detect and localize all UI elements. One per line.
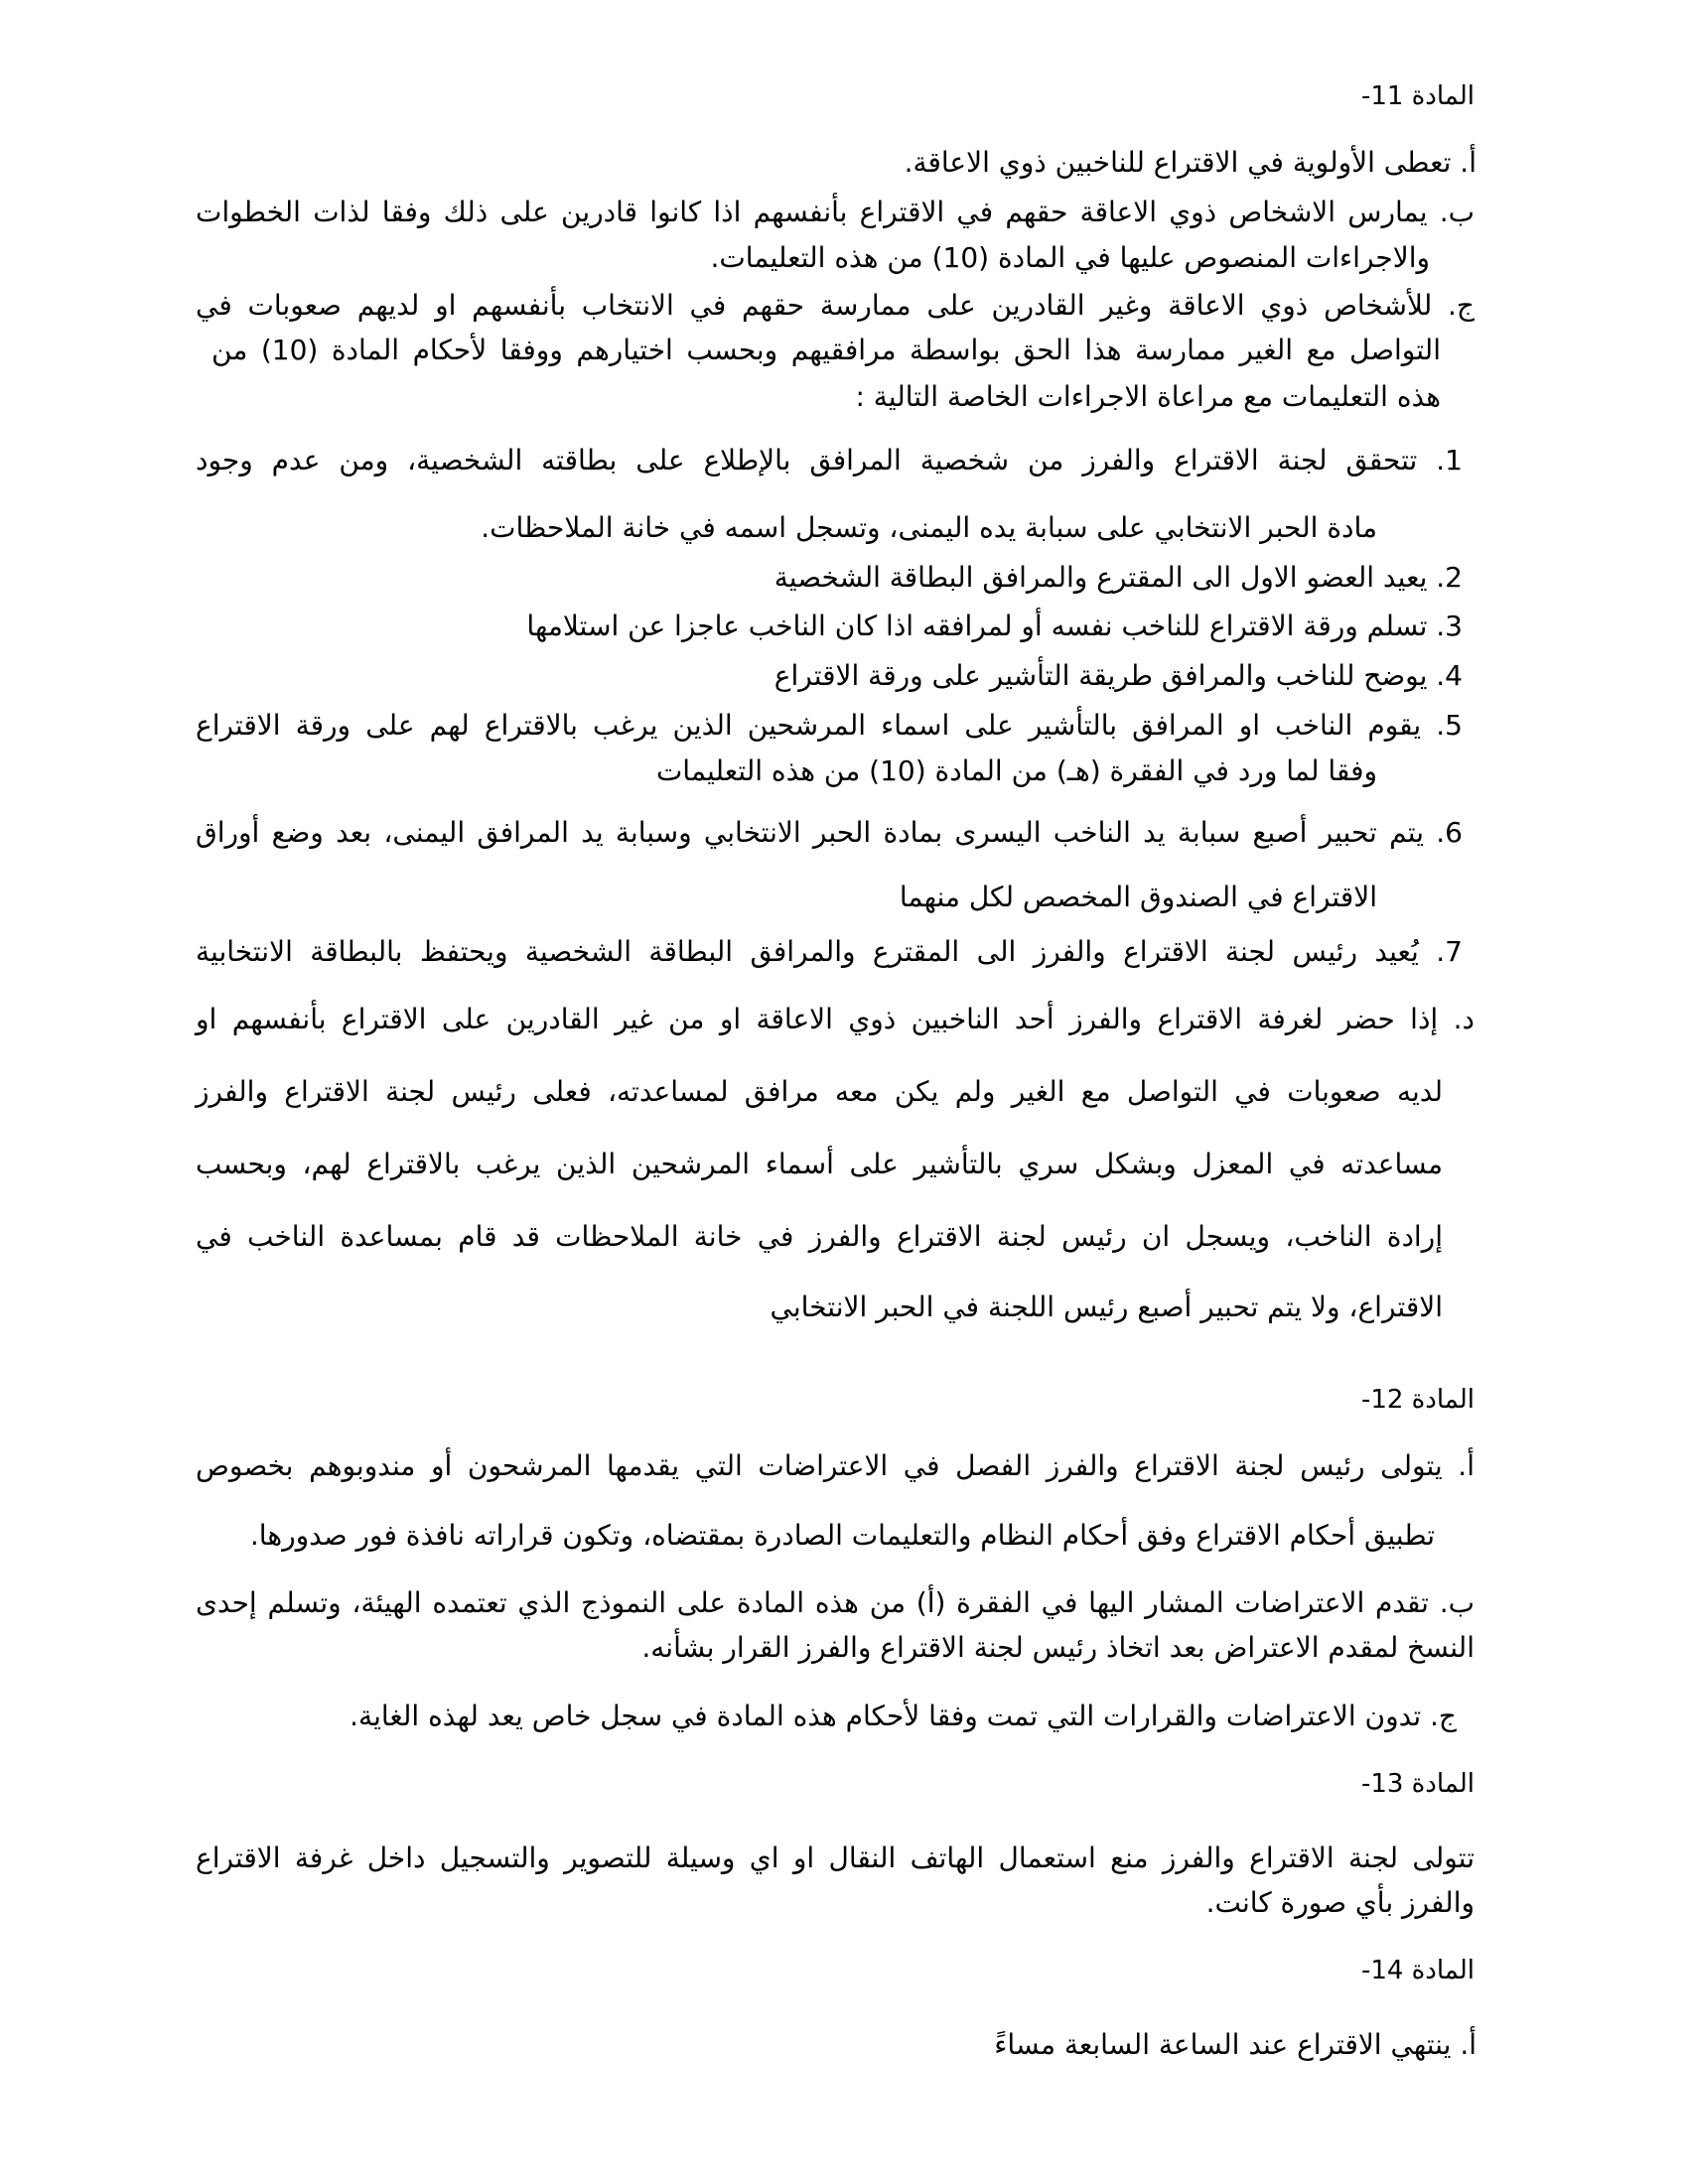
article-11-item-1-line2: مادة الحبر الانتخابي على سبابة يده اليمنى، وتسجل اسمه في خانة الملاحظات.: [481, 511, 1377, 544]
article-13-line2: والفرز بأي صورة كانت.: [1205, 1886, 1475, 1919]
article-12-heading: المادة 12-: [1360, 1385, 1475, 1415]
article-12-clause-a-line1: أ. يتولى رئيس لجنة الاقتراع والفرز الفصل في الاعتراضات التي يقدمها المرشحون أو مندوبوهم بخصوص: [196, 1449, 1475, 1482]
article-11-clause-b-line1: ب. يمارس الاشخاص ذوي الاعاقة حقهم في الاقتراع بأنفسهم اذا كانوا قادرين على ذلك وفقا لذات الخطوات: [196, 196, 1475, 228]
article-11-clause-c-line1: ج. للأشخاص ذوي الاعاقة وغير القادرين على ممارسة حقهم في الانتخاب بأنفسهم او لديهم صعوبات في: [196, 289, 1475, 322]
article-11-item-6-line1: 6. يتم تحبير أصبع سبابة يد الناخب اليسرى بمادة الحبر الانتخابي وسبابة يد المرافق اليمنى، بعد وضع أوراق: [196, 816, 1463, 849]
article-11-heading: المادة 11-: [1360, 81, 1475, 111]
article-14-heading: المادة 14-: [1360, 1956, 1475, 1985]
article-11-item-2: 2. يعيد العضو الاول الى المقترع والمرافق البطاقة الشخصية: [774, 561, 1463, 594]
article-11-item-3: 3. تسلم ورقة الاقتراع للناخب نفسه أو لمرافقه اذا كان الناخب عاجزا عن استلامها: [526, 610, 1463, 642]
article-11-clause-c-line3: هذه التعليمات مع مراعاة الاجراءات الخاصة التالية :: [855, 380, 1441, 413]
article-11-item-1-line1: 1. تتحقق لجنة الاقتراع والفرز من شخصية المرافق بالإطلاع على بطاقته الشخصية، ومن عدم وجود: [196, 444, 1463, 477]
article-12-clause-c: ج. تدون الاعتراضات والقرارات التي تمت وفقا لأحكام هذه المادة في سجل خاص يعد لهذه الغاية.: [350, 1700, 1457, 1732]
article-11-item-7: 7. يُعيد رئيس لجنة الاقتراع والفرز الى المقترع والمرافق البطاقة الشخصية ويحتفظ بالبطاقة الانتخابية: [196, 935, 1463, 968]
article-11-item-5-line1: 5. يقوم الناخب او المرافق بالتأشير على اسماء المرشحين الذين يرغب بالاقتراع لهم على ورقة الاقتراع: [196, 709, 1463, 742]
article-11-clause-d-line3: مساعدته في المعزل وبشكل سري بالتأشير على أسماء المرشحين الذين يرغب بالاقتراع لهم، وبحسب: [196, 1148, 1443, 1180]
article-11-clause-d-line1: د. إذا حضر لغرفة الاقتراع والفرز أحد الناخبين ذوي الاعاقة او من غير القادرين على الاقتراع بأنفسهم او: [196, 1003, 1475, 1035]
article-12-clause-a-line2: تطبيق أحكام الاقتراع وفق أحكام النظام والتعليمات الصادرة بمقتضاه، وتكون قراراته نافذة فور صدورها.: [249, 1519, 1435, 1552]
article-11-clause-d-line2: لديه صعوبات في التواصل مع الغير ولم يكن معه مرافق لمساعدته، فعلى رئيس لجنة الاقتراع والفرز: [196, 1075, 1443, 1108]
article-13-line1: تتولى لجنة الاقتراع والفرز منع استعمال الهاتف النقال او اي وسيلة للتصوير والتسجيل داخل غرفة الاقتراع: [196, 1842, 1475, 1874]
article-11-clause-d-line5: الاقتراع، ولا يتم تحبير أصبع رئيس اللجنة في الحبر الانتخابي: [770, 1291, 1443, 1323]
article-11-item-5-line2: وفقا لما ورد في الفقرة (هـ) من المادة (10) من هذه التعليمات: [655, 754, 1377, 787]
article-11-clause-b-line2: والاجراءات المنصوص عليها في المادة (10) من هذه التعليمات.: [710, 241, 1430, 274]
article-11-clause-d-line4: إرادة الناخب، ويسجل ان رئيس لجنة الاقتراع والفرز في خانة الملاحظات قد قام بمساعدة الناخب في: [196, 1220, 1443, 1253]
article-13-heading: المادة 13-: [1360, 1769, 1475, 1799]
article-11-item-6-line2: الاقتراع في الصندوق المخصص لكل منهما: [899, 881, 1377, 913]
article-14-clause-a: أ. ينتهي الاقتراع عند الساعة السابعة مساءً: [994, 2028, 1477, 2061]
article-11-clause-a: أ. تعطى الأولوية في الاقتراع للناخبين ذوي الاعاقة.: [904, 146, 1477, 179]
article-11-clause-c-line2: التواصل مع الغير ممارسة هذا الحق بواسطة مرافقيهم وبحسب اختيارهم ووفقا لأحكام المادة (10) من: [211, 334, 1441, 366]
article-12-clause-b-line1: ب. تقدم الاعتراضات المشار اليها في الفقرة (أ) من هذه المادة على النموذج الذي تعتمده الهيئة، وتسلم إحدى: [196, 1586, 1475, 1619]
article-12-clause-b-line2: النسخ لمقدم الاعتراض بعد اتخاذ رئيس لجنة الاقتراع والفرز القرار بشأنه.: [641, 1631, 1475, 1664]
article-11-item-4: 4. يوضح للناخب والمرافق طريقة التأشير على ورقة الاقتراع: [774, 659, 1463, 692]
